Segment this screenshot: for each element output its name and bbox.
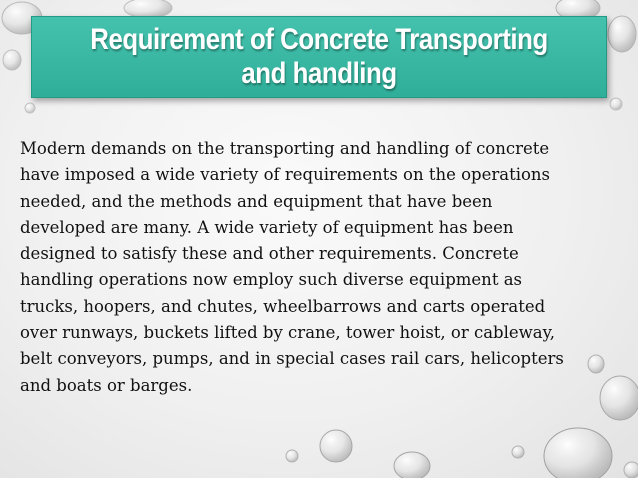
body-line: needed, and the methods and equipment that have been [20,191,493,211]
droplet [608,16,636,52]
droplet [3,50,21,70]
slide-title [90,23,548,91]
body-line: belt conveyors, pumps, and in special cases rail cars, helicopters [20,349,564,369]
droplet [25,103,35,113]
body-line: Modern demands on the transporting and handling of concrete [20,139,550,158]
droplet [610,98,622,110]
slide-title-line-1: Requirement of Concrete Transporting [90,23,548,56]
droplet [320,430,352,462]
body-line: over runways, buckets lifted by crane, tower hoist, or cableway, [20,323,556,343]
droplet [544,428,612,478]
droplet [394,452,430,478]
droplet [286,450,298,462]
body-line: developed are many. A wide variety of equipment has been [20,217,514,237]
body-line: and boats or barges. [20,375,193,395]
body-line: handling operations now employ such diverse equipment as [20,270,522,290]
droplet [624,462,638,478]
body-line: have imposed a wide variety of requirements on the operations [20,165,551,185]
body-line: designed to satisfy these and other requirements. Concrete [20,244,519,264]
body-line: trucks, hoopers, and chutes, wheelbarrows and carts operated [20,296,546,316]
title-banner [31,16,607,98]
droplet [512,446,524,458]
slide-body-paragraph [20,136,620,399]
slide-title-line-2: and handling [241,57,397,90]
